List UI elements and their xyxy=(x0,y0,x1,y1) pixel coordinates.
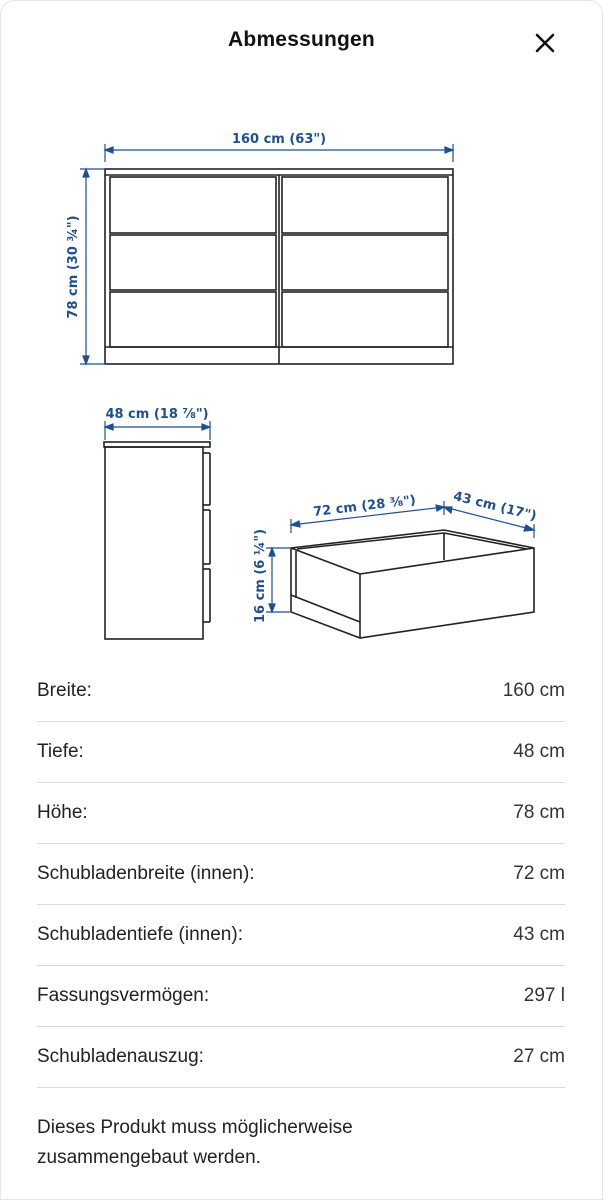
spec-row-schubladenbreite xyxy=(37,844,565,905)
spec-value: 160 cm xyxy=(502,680,565,701)
side-depth-label: 48 cm (18 ⅞") xyxy=(105,407,209,422)
front-height-label: 78 cm (30 ¾") xyxy=(66,215,81,319)
drawer-height-label: 16 cm (6 ¼") xyxy=(253,528,268,624)
spec-label: Höhe: xyxy=(37,802,88,823)
side-view xyxy=(104,442,210,639)
spec-value: 27 cm xyxy=(513,1046,565,1067)
page-title: Abmessungen xyxy=(228,28,375,51)
spec-row-tiefe xyxy=(37,722,565,783)
specs-list xyxy=(37,661,565,1088)
drawer-depth-label: 43 cm (17") xyxy=(451,489,538,525)
spec-row-fassungsvermoegen xyxy=(37,966,565,1027)
spec-label: Fassungsvermögen: xyxy=(37,985,210,1006)
spec-label: Breite: xyxy=(37,680,92,701)
front-height-dimension xyxy=(80,169,104,364)
front-width-label: 160 cm (63") xyxy=(231,132,327,147)
spec-value: 43 cm xyxy=(513,924,565,945)
spec-label: Schubladenauszug: xyxy=(37,1046,204,1067)
spec-label: Tiefe: xyxy=(37,741,84,762)
spec-value: 78 cm xyxy=(513,802,565,823)
spec-value: 48 cm xyxy=(513,741,565,762)
drawer-view xyxy=(291,530,534,638)
spec-label: Schubladenbreite (innen): xyxy=(37,863,255,884)
spec-row-schubladenauszug xyxy=(37,1027,565,1088)
spec-row-schubladentiefe xyxy=(37,905,565,966)
drawer-height-dimension xyxy=(266,548,290,612)
drawer-width-label: 72 cm (28 ⅜") xyxy=(312,493,417,520)
spec-value: 297 l xyxy=(523,985,565,1006)
assembly-note: Dieses Produkt muss möglicherweise zusammengebaut werden. xyxy=(37,1117,353,1168)
spec-row-hoehe xyxy=(37,783,565,844)
front-view xyxy=(105,169,453,364)
spec-label: Schubladentiefe (innen): xyxy=(37,924,243,945)
spec-value: 72 cm xyxy=(513,863,565,884)
spec-row-breite xyxy=(37,661,565,722)
side-depth-dimension xyxy=(105,421,210,440)
